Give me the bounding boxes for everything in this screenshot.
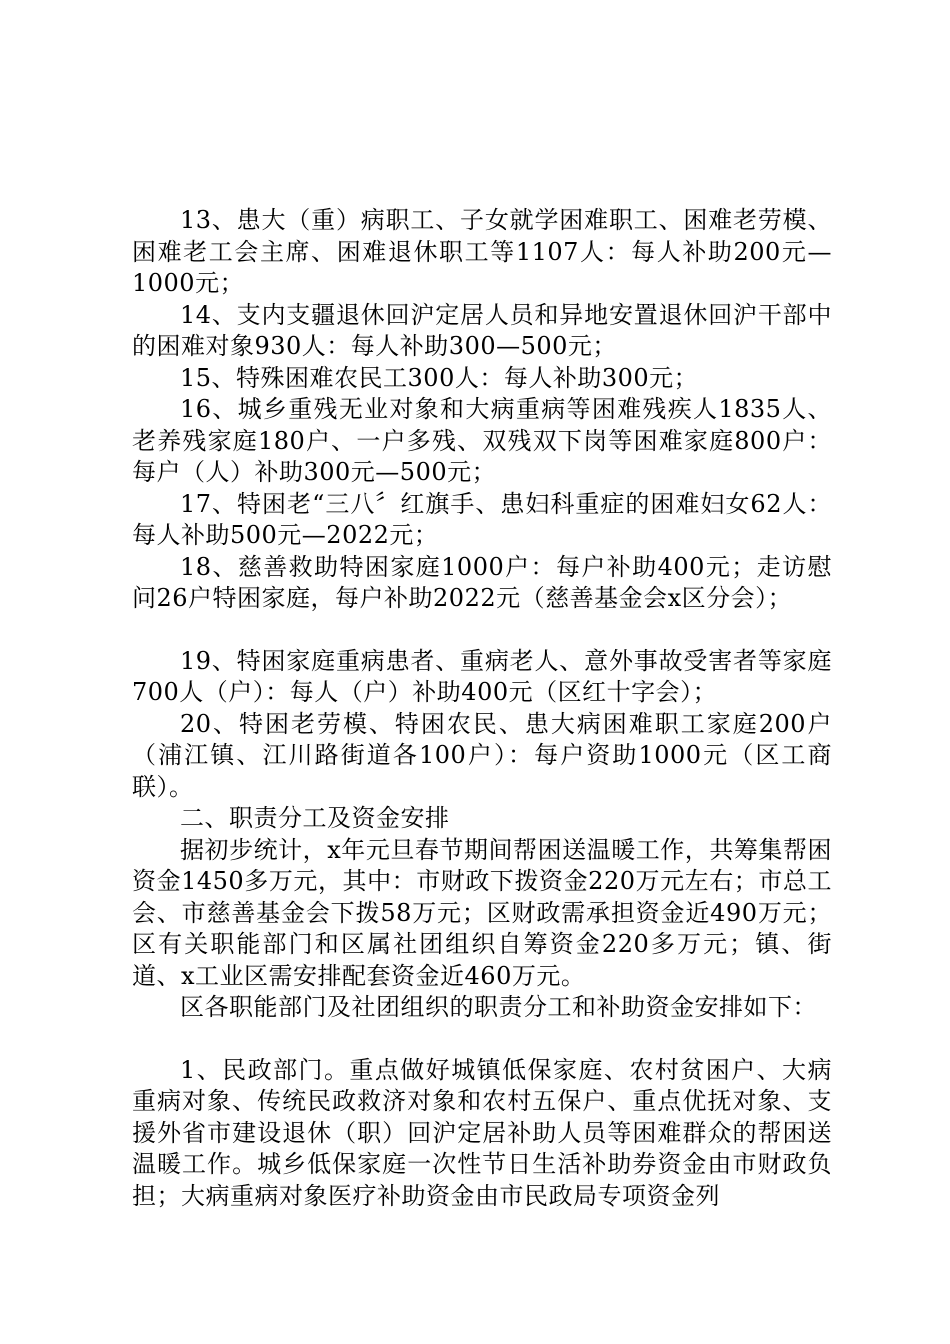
funding-summary-paragraph: 据初步统计，x年元旦春节期间帮困送温暖工作，共筹集帮困资金1450多万元，其中：市财政下拨资金220万元左右；市总工会、市慈善基金会下拨58万元；区财政需承担资金近490万元；区有关职能部门和区属社团组织自筹资金220多万元；镇、街道、x工业区需安排配套资金近460万元。 xyxy=(132,835,832,990)
paragraph-item-15: 15、特殊困难农民工300人：每人补助300元； xyxy=(180,363,699,392)
paragraph-item-17: 17、特困老“三八〞红旗手、患妇科重症的困难妇女62人：每人补助500元—2022元； xyxy=(132,489,832,549)
document-body xyxy=(132,205,832,1212)
paragraph-item-16: 16、城乡重残无业对象和大病重病等困难残疾人1835人、老养残家庭180户、一户多残、双残双下岗等困难家庭800户：每户（人）补助300元—500元； xyxy=(132,395,832,486)
paragraph-item-20: 20、特困老劳模、特困农民、患大病困难职工家庭200户（浦江镇、江川路街道各100户）：每户资助1000元（区工商联）。 xyxy=(132,709,832,801)
paragraph-item-19: 19、特困家庭重病患者、重病老人、意外事故受害者等家庭700人（户）：每人（户）补助400元（区红十字会）； xyxy=(132,646,832,706)
section-heading: 二、职责分工及资金安排 xyxy=(180,804,450,832)
paragraph-spacer xyxy=(132,615,832,646)
paragraph-item-14: 14、支内支疆退休回沪定居人员和异地安置退休回沪干部中的困难对象930人：每人补助300—500元； xyxy=(132,300,832,360)
responsibility-intro-paragraph: 区各职能部门及社团组织的职责分工和补助资金安排如下： xyxy=(180,993,817,1021)
paragraph-item-13: 13、患大（重）病职工、子女就学困难职工、困难老劳模、困难老工会主席、困难退休职工等1107人：每人补助200元—1000元； xyxy=(132,206,832,297)
paragraph-item-18: 18、慈善救助特困家庭1000户：每户补助400元；走访慰问26户特困家庭，每户补助2022元（慈善基金会x区分会）； xyxy=(132,552,832,612)
paragraph-item-1: 1、民政部门。重点做好城镇低保家庭、农村贫困户、大病重病对象、传统民政救济对象和农村五保户、重点优抚对象、支援外省市建设退休（职）回沪定居补助人员等困难群众的帮困送温暖工作。城乡低保家庭一次性节日生活补助券资金由市财政负担；大病重病对象医疗补助资金由市民政局专项资金列 xyxy=(132,1055,832,1210)
paragraph-spacer xyxy=(132,1024,832,1055)
